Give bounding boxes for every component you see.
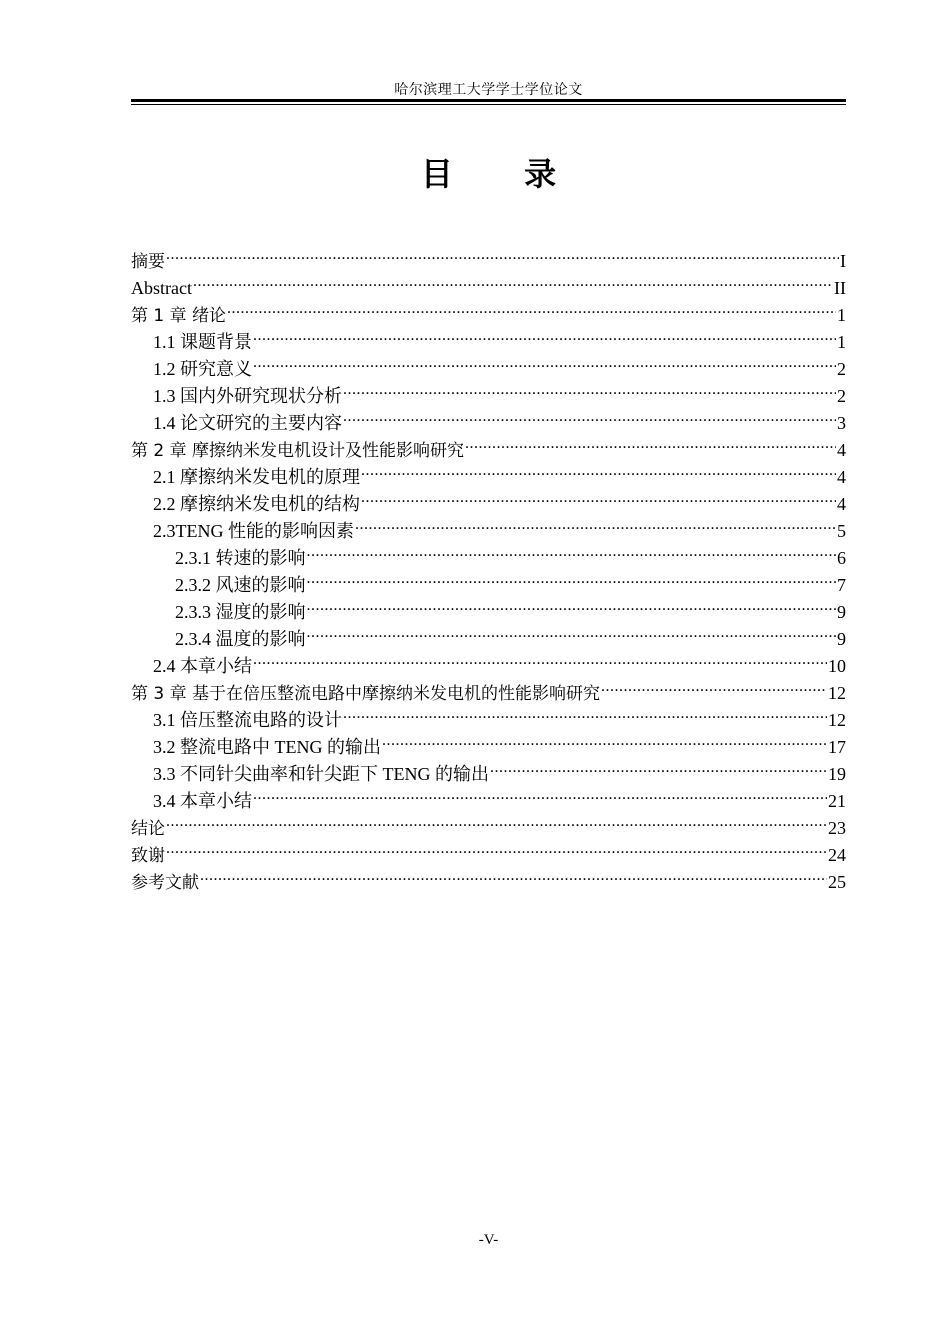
toc-dot-leader (307, 618, 837, 645)
toc-entry[interactable] (131, 294, 846, 326)
toc-entry-label: 结论 (131, 819, 165, 839)
toc-entry-page: 24 (828, 845, 846, 865)
toc-entry-page: 12 (828, 683, 846, 703)
toc-dot-leader (307, 564, 837, 591)
toc-dot-leader (253, 348, 836, 375)
toc-dot-leader (227, 294, 836, 321)
toc-entry-page: 17 (828, 737, 846, 757)
toc-entry-page: 2 (837, 386, 846, 406)
toc-entry-label: 第 3 章 基于在倍压整流电路中摩擦纳米发电机的性能影响研究 (131, 684, 601, 704)
toc-entry-label: 1.3 国内外研究现状分析 (153, 386, 342, 406)
toc-entry-label: 2.1 摩擦纳米发电机的原理 (153, 467, 360, 487)
toc-dot-leader (307, 591, 837, 618)
toc-entry-page: 1 (837, 305, 846, 325)
toc-entry[interactable] (131, 267, 846, 298)
toc-entry-label: 1.2 研究意义 (153, 359, 252, 379)
toc-entry-page: 7 (837, 575, 846, 595)
toc-entry-page: 9 (837, 629, 846, 649)
toc-entry-page: II (834, 278, 846, 298)
toc-dot-leader (361, 483, 836, 510)
toc-dot-leader (200, 861, 827, 888)
toc-entry[interactable] (131, 321, 846, 352)
toc-dot-leader (361, 456, 836, 483)
toc-dot-leader (253, 645, 827, 672)
toc-dot-leader (193, 267, 833, 294)
toc-dot-leader (166, 807, 827, 834)
toc-entry-page: 4 (837, 440, 846, 460)
toc-dot-leader (355, 510, 836, 537)
toc-entry-label: 2.3.2 风速的影响 (175, 575, 306, 595)
toc-entry-page: 19 (828, 764, 846, 784)
toc-entry[interactable] (131, 240, 846, 272)
toc-entry-page: 12 (828, 710, 846, 730)
toc-entry-label: 1.1 课题背景 (153, 332, 252, 352)
toc-entry-page: 6 (837, 548, 846, 568)
toc-entry-label: 2.3TENG 性能的影响因素 (153, 521, 354, 541)
toc-entry-label: 摘要 (131, 252, 165, 272)
toc-entry-label: 3.2 整流电路中 TENG 的输出 (153, 737, 381, 757)
toc-entry-page: I (840, 251, 846, 271)
toc-entry-label: 2.2 摩擦纳米发电机的结构 (153, 494, 360, 514)
toc-entry-label: 第 1 章 绪论 (131, 306, 227, 326)
toc-dot-leader (166, 240, 839, 267)
header-rule-thin (131, 104, 846, 105)
toc-entry-page: 2 (837, 359, 846, 379)
toc-dot-leader (307, 537, 837, 564)
table-of-contents (131, 240, 846, 893)
toc-dot-leader (490, 753, 827, 780)
toc-entry-page: 4 (837, 494, 846, 514)
toc-entry-page: 23 (828, 818, 846, 838)
toc-entry-label: 1.4 论文研究的主要内容 (153, 413, 342, 433)
toc-entry-label: 2.4 本章小结 (153, 656, 252, 676)
toc-dot-leader (253, 321, 836, 348)
toc-entry-page: 10 (828, 656, 846, 676)
toc-entry-page: 21 (828, 791, 846, 811)
toc-entry-page: 1 (837, 332, 846, 352)
toc-entry-label: 3.1 倍压整流电路的设计 (153, 710, 342, 730)
toc-entry-page: 9 (837, 602, 846, 622)
toc-dot-leader (601, 672, 827, 699)
toc-dot-leader (343, 375, 836, 402)
toc-entry-page: 3 (837, 413, 846, 433)
toc-dot-leader (253, 780, 827, 807)
toc-entry-label: Abstract (131, 278, 192, 298)
toc-entry-label: 第 2 章 摩擦纳米发电机设计及性能影响研究 (131, 441, 465, 461)
toc-entry-label: 3.4 本章小结 (153, 791, 252, 811)
toc-entry-label: 2.3.3 湿度的影响 (175, 602, 306, 622)
page-number: -V- (478, 1232, 499, 1248)
toc-entry-label: 2.3.1 转速的影响 (175, 548, 306, 568)
toc-entry-page: 5 (837, 521, 846, 541)
toc-entry-label: 3.3 不同针尖曲率和针尖距下 TENG 的输出 (153, 764, 489, 784)
toc-entry-page: 25 (828, 872, 846, 892)
toc-entry[interactable] (131, 834, 846, 866)
toc-entry[interactable] (131, 807, 846, 839)
header-rule-thick (131, 99, 846, 102)
toc-dot-leader (166, 834, 827, 861)
toc-title: 目 录 (420, 155, 587, 193)
toc-entry-page: 4 (837, 467, 846, 487)
toc-dot-leader (343, 402, 836, 429)
toc-entry-label: 致谢 (131, 846, 165, 866)
toc-entry-label: 2.3.4 温度的影响 (175, 629, 306, 649)
toc-dot-leader (343, 699, 827, 726)
toc-dot-leader (465, 429, 836, 456)
toc-entry[interactable] (131, 861, 846, 893)
toc-entry-label: 参考文献 (131, 873, 199, 893)
running-header: 哈尔滨理工大学学士学位论文 (394, 82, 583, 98)
toc-dot-leader (382, 726, 827, 753)
